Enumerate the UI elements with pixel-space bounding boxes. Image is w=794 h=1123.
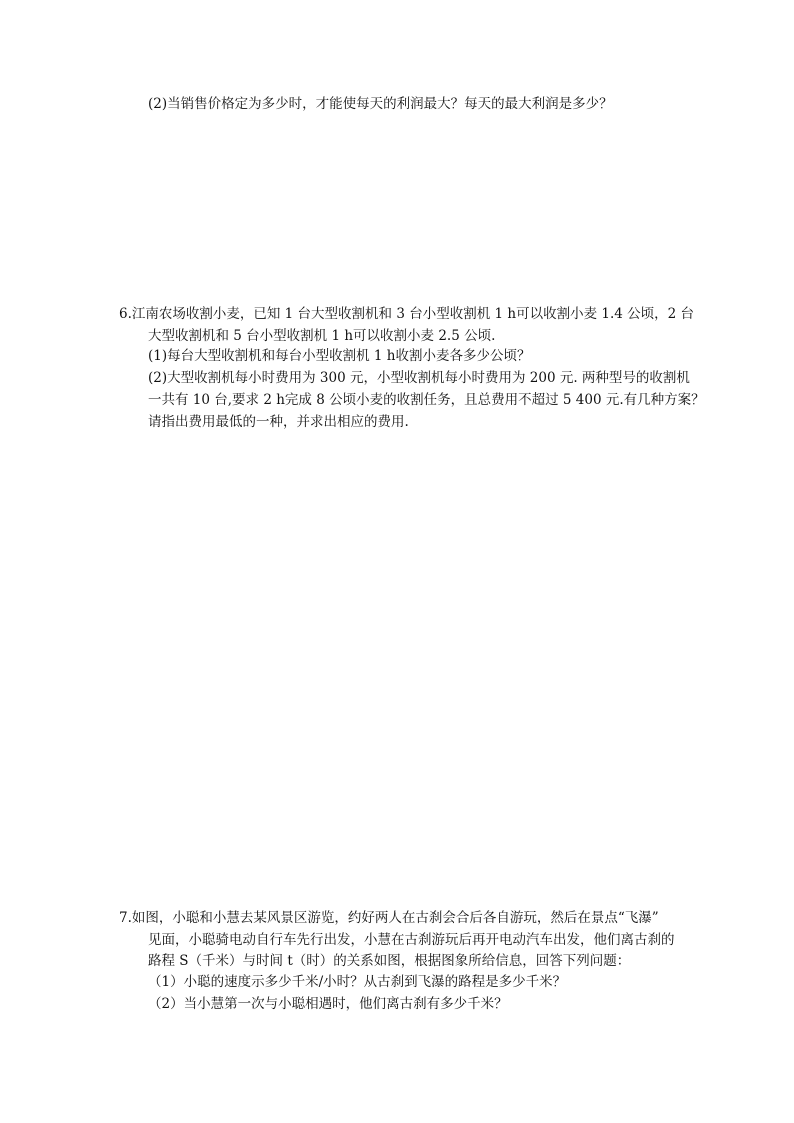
question-6-part-2-line-1: (2)大型收割机每小时费用为 300 元，小型收割机每小时费用为 200 元. 两种型号的收割机 — [148, 370, 690, 386]
question-6-part-2-line-3: 请指出费用最低的一种，并求出相应的费用. — [148, 414, 409, 430]
question-6-stem-line-1: 6.江南农场收割小麦，已知 1 台大型收割机和 3 台小型收割机 1 h可以收割小麦 1.4 公顷，2 台 — [119, 306, 695, 322]
question-7-stem-line-3: 路程 S（千米）与时间 t（时）的关系如图，根据图象所给信息，回答下列问题： — [148, 953, 631, 969]
question-6-part-1: (1)每台大型收割机和每台小型收割机 1 h收割小麦各多少公顷？ — [148, 348, 531, 364]
question-6-stem-line-2: 大型收割机和 5 台小型收割机 1 h可以收割小麦 2.5 公顷. — [148, 328, 496, 344]
question-6-part-2-line-2: 一共有 10 台,要求 2 h完成 8 公顷小麦的收割任务，且总费用不超过 5 400 元.有几种方案？ — [148, 392, 705, 408]
question-7-part-1: （1）小聪的速度示多少千米/小时？从古刹到飞瀑的路程是多少千米？ — [148, 974, 567, 990]
question-7-stem-line-2: 见面，小聪骑电动自行车先行出发，小慧在古刹游玩后再开电动汽车出发，他们离古刹的 — [148, 932, 675, 948]
question-5-part-2: (2)当销售价格定为多少时，才能使每天的利润最大？每天的最大利润是多少？ — [148, 96, 613, 112]
question-7-part-2: （2）当小慧第一次与小聪相遇时，他们离古刹有多少千米？ — [148, 996, 508, 1012]
question-7-stem-line-1: 7.如图，小聪和小慧去某风景区游览，约好两人在古刹会合后各自游玩，然后在景点“飞瀑” — [119, 910, 659, 926]
